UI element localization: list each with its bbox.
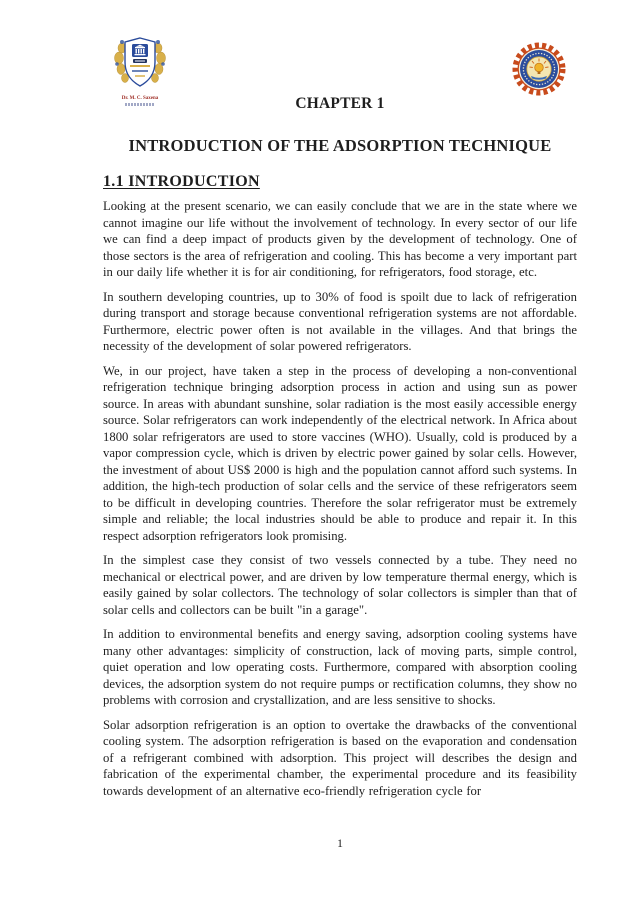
chapter-label: CHAPTER 1 xyxy=(295,95,385,112)
paragraph-advantages: In addition to environmental benefits and energy saving, adsorption cooling systems have many other advantages: simplicity of construction, lack of moving parts, simple control, quiet operation and low operating costs. Furthermore, compared with absorption cooling devices, the adsorption system do not require pumps or rectification columns, they show no problems with corrosion and crystallization, and are less sensitive to shocks. xyxy=(103,627,577,707)
college-crest-icon xyxy=(106,36,174,92)
right-university-logo xyxy=(511,41,567,97)
college-name-caption: Dr. M. C. Saxena xyxy=(121,96,159,101)
paragraph-simplest-case: In the simplest case they consist of two vessels connected by a tube. They need no mechanical or electrical power, and are driven by low temperature thermal energy, which is easily gained by solar collectors. The technology of solar collectors is simpler than that of solar cells and collectors can be built "in a garage". xyxy=(103,553,577,617)
paragraph-solar-adsorption: Solar adsorption refrigeration is an option to overtake the drawbacks of the conventional cooling system. The adsorption refrigeration is based on the evaporation and condensation of a refrigerant combined with adsorption. This project will describes the design and fabrication of the experimental chamber, the experimental procedure and its feasibility towards development of an alternative eco-friendly refrigeration cycle for xyxy=(103,717,577,798)
university-gear-emblem-icon xyxy=(511,41,567,97)
section-heading: 1.1 INTRODUCTION xyxy=(103,173,260,190)
page-number: 1 xyxy=(337,836,343,850)
document-content xyxy=(103,95,577,807)
document-title: INTRODUCTION OF THE ADSORPTION TECHNIQUE xyxy=(128,136,552,155)
paragraph-southern-countries: In southern developing countries, up to 30% of food is spoilt due to lack of refrigeration during transport and storage because conventional refrigeration systems are not affordable. Furthermore, electric power often is not available in the villages. And that brings the necessity of the development of solar powered refrigerators. xyxy=(103,289,577,353)
paragraph-project-step: We, in our project, have taken a step in the process of developing a non-conventional refrigeration technique bringing adsorption process in action and using sun as power source. In areas with abundant sunshine, solar radiation is the most easily accessible energy source. Solar refrigerators can work independently of the electrical network. In Africa about 1800 solar refrigerators are used to store vaccines (WHO). Usually, cold is produced by a vapor compression cycle, which is driven by electric power gained by solar cells. However, the investment of about US$ 2000 is high and the population cannot afford such systems. In addition, the high-tech production of solar cells and the service of these refrigerators seem to be difficult in developing countries. Therefore the solar refrigerator must be extremely simple and reliable; the local industries should be able to produce and repair it. In this respect adsorption refrigerators look promising. xyxy=(103,363,577,543)
left-college-logo xyxy=(106,36,174,102)
paragraph-intro-technology: Looking at the present scenario, we can easily conclude that we are in the state where we cannot imagine our life without the involvement of technology. In every sector of our life we can find a deep impact of products given by the development of technology. One of those sectors is the area of refrigeration and cooling. This has become a very important part in our daily life whether it is for air conditioning, for refrigerators, food storage, etc. xyxy=(103,199,577,279)
